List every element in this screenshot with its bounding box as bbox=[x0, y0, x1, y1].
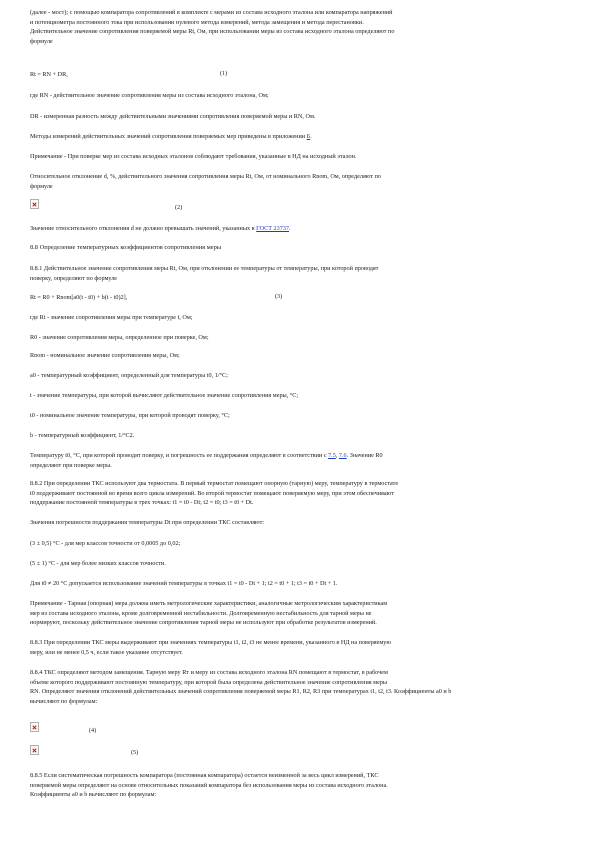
definition-rt: где Rt - значение сопротивления меры при температуре t, Ом; bbox=[30, 314, 193, 321]
definition-rn: где RN - действительное значение сопротивления меры из состава исходного эталона, Ом; bbox=[30, 92, 269, 99]
note-standards: Примечание - При поверке мер из состава исходных эталонов соблюдают требования, указанные в НД на исходный эталон. bbox=[30, 153, 357, 160]
paragraph-8-8-3: 8.8.3 При определении ТКС меры выдерживают при значениях температуры t1, t2, t3 не менее времени, указанного в НД на поверяемую меру, или не менее 0,5 ч, если такое указание отсутствует. bbox=[30, 639, 392, 656]
definition-rnom: Rnom - номинальное значение сопротивления меры, Ом; bbox=[30, 352, 180, 359]
definition-a0: a0 - температурный коэффициент, определенный для температуры t0, 1/°С; bbox=[30, 372, 228, 379]
formula-3: Rt = R0 + Rnom[a0(t - t0) + b(t - t0)2], bbox=[30, 294, 128, 301]
note-reference-measure: Примечание - Тарная (опорная) мера должна иметь метрологические характеристики, аналогичные метрологическим характеристикам мер из состава исходного эталона, кроме долговременной нестабильности. Долговременную нестабильность для тарной меры не нормируют, поскольку действительное значение сопротивления тарной меры не используют при обработке результатов измерений. bbox=[30, 600, 388, 627]
paragraph-8-8-2: 8.8.2 При определении ТКС используют два термостата. В первый термостат помещают опорную (тарную) меру, температуру в термостате t0 поддерживают постоянной во время всего цикла измерений. Во второй термостат помещают поверяемую меру, при этом обеспечивают поддержание постоянной температуры в трех точках: t1 = t0 - Dt; t2 = t0; t3 = t0 + Dt. bbox=[30, 480, 399, 507]
section-8-8-heading: 8.8 Определение температурных коэффициентов сопротивления меры bbox=[30, 244, 222, 251]
broken-image-icon bbox=[30, 745, 39, 755]
paragraph-methods-appendix: Методы измерений действительных значений сопротивления поверяемых мер приведены в приложении Б. bbox=[30, 133, 312, 140]
paragraph-error-values: Значения погрешности поддержания температуры Dt при определении ТКС составляют: bbox=[30, 519, 265, 526]
error-range-low-class: (5 ± 1) °С - для мер более низких классов точности. bbox=[30, 560, 166, 567]
definition-t: t - значение температуры, при которой вычисляют действительное значение сопротивления меры, °С; bbox=[30, 392, 299, 399]
paragraph-verification-temperature: Температуру t0, °С, при которой проводят поверку, и погрешность ее поддержания определяют в соответствии с 7.5, 7.6. Значение R0 определяют при поверке меры. bbox=[30, 452, 383, 469]
formula-4-number: (4) bbox=[89, 727, 97, 734]
formula-3-number: (3) bbox=[275, 293, 283, 300]
gost-23737-link[interactable]: ГОСТ 23737 bbox=[256, 225, 290, 232]
paragraph-relative-deviation: Относительное отклонение d, %, действительного значения сопротивления меры Rt, Ом, от номинального Rnom, Ом, определяют по формуле bbox=[30, 173, 381, 190]
error-range-high-class: (3 ± 0,5) °С - для мер классов точности от 0,0005 до 0,02; bbox=[30, 540, 181, 547]
paragraph-8-8-5: 8.8.5 Если систематическая погрешность компаратора (постоянная компаратора) остается неизменной за весь цикл измерений, ТКС поверяемой меры определяют на основе относительных показаний компаратора без использования меры из состава исходного эталона. Коэффициенты a0 и b вычисляют по формулам: bbox=[30, 772, 388, 799]
definition-b: b - температурный коэффициент, 1/°С2. bbox=[30, 432, 135, 439]
formula-1-number: (1) bbox=[220, 70, 228, 77]
paragraph-deviation-limit: Значение относительного отклонения d не должно превышать значений, указанных в ГОСТ 23737. bbox=[30, 225, 291, 232]
paragraph-8-8-1: 8.8.1 Действительное значение сопротивления меры Rt, Ом, при отклонении ее температуры от температуры, при которой проводят поверку, определяют по формуле bbox=[30, 265, 379, 282]
appendix-b-link[interactable]: Б bbox=[306, 133, 311, 140]
definition-r0: R0 - значение сопротивления меры, определенное при поверке, Ом; bbox=[30, 334, 209, 341]
formula-1: Rt = RN + DR, bbox=[30, 71, 68, 78]
paragraph-t0-not-20: Для t0 ≠ 20 °С допускается использование значений температуры в точках t1 = t0 - Dt + 1; t2 = t0 + 1; t3 = t0 + Dt + 1. bbox=[30, 580, 338, 587]
definition-t0: t0 - номинальное значение температуры, при которой проводят поверку, °С; bbox=[30, 412, 230, 419]
clause-7-6-link[interactable]: 7.6 bbox=[338, 452, 347, 459]
broken-image-icon bbox=[30, 199, 39, 209]
formula-5-number: (5) bbox=[131, 749, 139, 756]
clause-7-5-link[interactable]: 7.5 bbox=[328, 452, 336, 459]
broken-image-icon bbox=[30, 722, 39, 732]
paragraph-8-8-4: 8.8.4 ТКС определяют методом замещения. Тарную меру Rт и меру из состава исходного эталона RN помещают в термостат, в рабочем объеме которого поддерживают постоянную температуру, при которой была определена действительное значение сопротивления меры RN. Определяют значения отклонений действительных значений сопротивления поверяемой меры R1, R2, R3 при температурах t1, t2, t3. Коэффициенты a0 и b вычисляют по формулам: bbox=[30, 669, 452, 705]
paragraph-methods-intro: (далее - мост); с помощью компаратора сопротивлений в комплекте с мерами из состава исходного эталона или компаратора напряжений и потенциометра постоянного тока при использовании нулевого метода измерений, метода замещения и метода перестановки. Действительное значение сопротивления поверяемой меры Rt, Ом, при использовании меры из состава исходного эталона определяют по формуле bbox=[30, 9, 395, 45]
formula-2-number: (2) bbox=[175, 204, 183, 211]
definition-dr: DR - измеренная разность между действительными значениями сопротивления поверяемой меры и RN, Ом. bbox=[30, 113, 316, 120]
